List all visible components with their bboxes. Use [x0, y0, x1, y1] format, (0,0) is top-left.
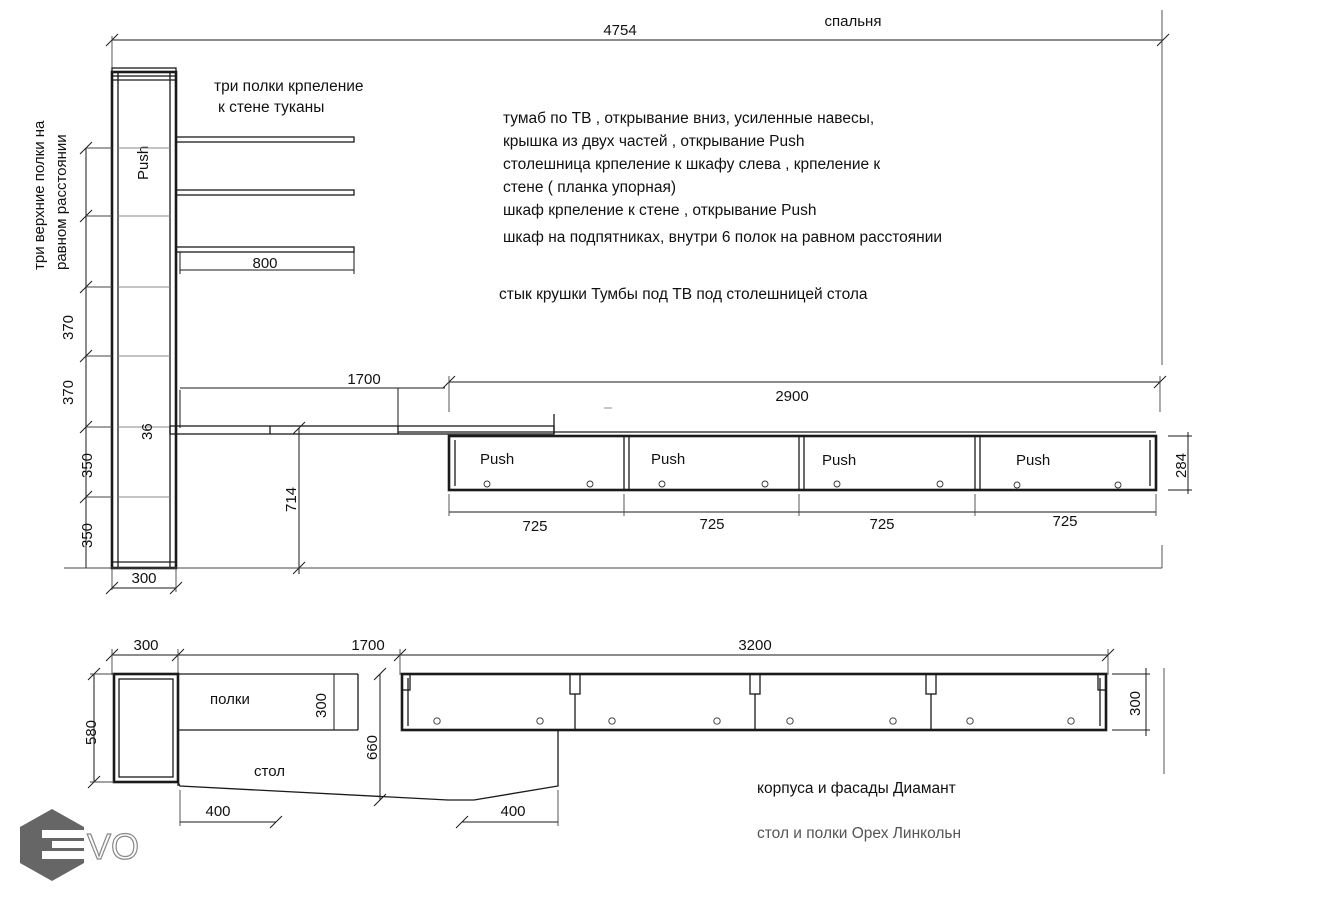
materials-line-1: корпуса и фасады Диамант: [757, 780, 956, 797]
hinge-icon: [762, 481, 768, 487]
dim-tv-length: 2900: [775, 388, 809, 405]
wall-shelves: [176, 78, 364, 274]
note-joint: стык крушки Тумбы под ТВ под столешницей стола: [499, 286, 868, 303]
note-line-2: крышка из двух частей , открывание Push: [503, 133, 805, 150]
dim-350-b: 350: [79, 522, 96, 548]
dimension-cabinet-width: [64, 568, 182, 594]
tv-unit: [398, 376, 1192, 535]
evo-logo: [20, 809, 139, 881]
hinge-icon: [890, 718, 896, 724]
top-shelves-note-line2: равном расстоянии: [53, 134, 70, 270]
materials-line-2: стол и полки Орех Линкольн: [757, 825, 962, 842]
tv-push-label-3: Push: [822, 452, 857, 469]
dim-370-a: 370: [60, 314, 77, 340]
note-line-5: шкаф крпеление к стене , открывание Push: [503, 202, 817, 219]
plan-dim-400-a: 400: [205, 803, 231, 820]
hinge-icon: [434, 718, 440, 724]
hinge-icon: [967, 718, 973, 724]
cabinet-push-label: Push: [135, 145, 152, 180]
hinge-icon: [1115, 482, 1121, 488]
note-line-3: столешница крпеление к шкафу слева , крпеление к: [503, 156, 881, 173]
dim-segment-1: 725: [522, 518, 548, 535]
dim-segment-2: 725: [699, 516, 725, 533]
dim-desk-height: 714: [283, 486, 300, 512]
hinge-icon: [484, 481, 490, 487]
dimension-shelf-spacing: [60, 142, 156, 568]
shelves-note-line1: три полки крпеление: [214, 78, 364, 95]
dim-segment-3: 725: [869, 516, 895, 533]
plan-desk-label: стол: [254, 763, 285, 780]
dim-36: 36: [139, 423, 156, 440]
plan-top-dimensions: [106, 637, 1114, 675]
plan-dim-tv-300: 300: [1127, 690, 1144, 716]
plan-dim-shelf-300: 300: [313, 692, 330, 718]
plan-dim-660: 660: [364, 734, 381, 760]
hinge-icon: [937, 481, 943, 487]
tv-push-label-1: Push: [480, 451, 515, 468]
plan-cabinet: [83, 668, 178, 788]
plan-dim-580: 580: [83, 719, 100, 745]
dim-tv-height: 284: [1173, 452, 1190, 478]
plan-tv-unit: [402, 668, 1164, 774]
hinge-icon: [659, 481, 665, 487]
dim-total-width: 4754: [603, 22, 637, 39]
logo-text: VO: [87, 826, 140, 867]
top-shelves-note-line1: три верхние полки на: [31, 120, 48, 270]
dim-350-a: 350: [79, 452, 96, 478]
hinge-icon: [537, 718, 543, 724]
dim-370-b: 370: [60, 379, 77, 405]
tall-cabinet: [112, 68, 176, 568]
description-notes: [499, 110, 942, 303]
hinge-icon: [1014, 482, 1020, 488]
plan-dim-300: 300: [133, 637, 159, 654]
plan-shelves-desk: [178, 668, 558, 828]
hinge-icon: [1068, 718, 1074, 724]
tv-push-label-4: Push: [1016, 452, 1051, 469]
hinge-icon: [714, 718, 720, 724]
room-label: спальня: [824, 13, 882, 30]
elevation-view: [31, 10, 1192, 594]
note-line-1: тумаб по ТВ , открывание вниз, усиленные навесы,: [503, 110, 875, 127]
hinge-icon: [834, 481, 840, 487]
note-line-4: стене ( планка упорная): [503, 179, 677, 196]
dim-desk-length: 1700: [347, 371, 381, 388]
plan-shelves-label: полки: [210, 691, 250, 708]
shelves-note-line2: к стене туканы: [218, 99, 325, 116]
plan-dim-1700: 1700: [351, 637, 385, 654]
hinge-icon: [587, 481, 593, 487]
desk: [170, 371, 612, 574]
tv-push-label-2: Push: [651, 451, 686, 468]
hinge-icon: [787, 718, 793, 724]
note-line-6: шкаф на подпятниках, внутри 6 полок на равном расстоянии: [503, 229, 943, 246]
plan-dim-3200: 3200: [738, 637, 772, 654]
hinge-icon: [609, 718, 615, 724]
plan-view: [83, 637, 1164, 842]
plan-dim-400-b: 400: [500, 803, 526, 820]
dim-segment-4: 725: [1052, 513, 1078, 530]
dim-cabinet-width: 300: [131, 570, 157, 587]
dim-shelf-length: 800: [252, 255, 278, 272]
